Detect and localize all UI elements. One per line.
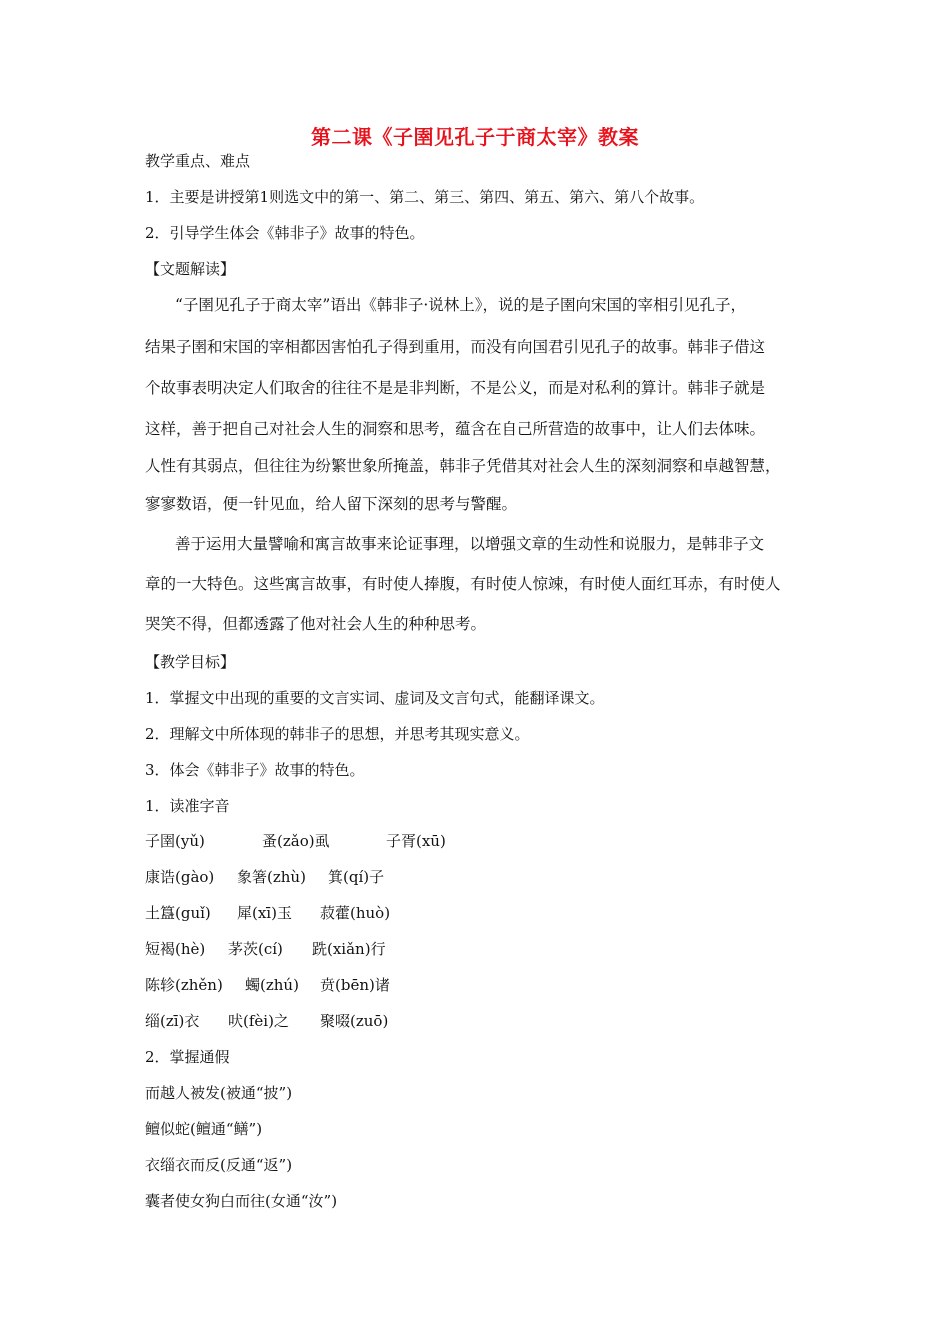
pronunciation-item: 蠋(zhú) — [245, 976, 299, 994]
pronunciation-heading: 1．读准字音 — [145, 797, 230, 815]
pronunciation-item: 蚤(zǎo)虱 — [262, 832, 330, 850]
pronunciation-item: 子胥(xū) — [386, 832, 446, 850]
pronunciation-item: 犀(xī)玉 — [237, 904, 292, 922]
paragraph-line: 哭笑不得，但都透露了他对社会人生的种种思考。 — [145, 615, 487, 633]
pronunciation-item: 聚啜(zuō) — [320, 1012, 389, 1030]
paragraph-line: 这样，善于把自己对社会人生的洞察和思考，蕴含在自己所营造的故事中，让人们去体味。 — [145, 420, 766, 438]
key-point-2: 2．引导学生体会《韩非子》故事的特色。 — [145, 224, 425, 242]
pronunciation-item: 贲(bēn)诸 — [320, 976, 390, 994]
key-points-heading: 教学重点、难点 — [145, 152, 251, 170]
key-point-1: 1．主要是讲授第1则选文中的第一、第二、第三、第四、第五、第六、第八个故事。 — [145, 188, 705, 206]
paragraph-line: 寥寥数语，便一针见血，给人留下深刻的思考与警醒。 — [145, 495, 518, 513]
interpretation-heading: 【文题解读】 — [145, 260, 236, 278]
document-title: 第二课《子圉见孔子于商太宰》教案 — [311, 125, 639, 149]
pronunciation-item: 陈轸(zhěn) — [145, 976, 223, 994]
pronunciation-item: 象箸(zhù) — [237, 868, 306, 886]
tongjia-item: 衣缁衣而反(反通“返”) — [145, 1156, 293, 1174]
tongjia-item: 而越人被发(被通“披”) — [145, 1084, 293, 1102]
pronunciation-item: 茅茨(cí) — [228, 940, 283, 958]
objective-3: 3．体会《韩非子》故事的特色。 — [145, 761, 365, 779]
paragraph-line: 人性有其弱点，但往往为纷繁世象所掩盖，韩非子凭借其对社会人生的深刻洞察和卓越智慧， — [145, 457, 781, 475]
paragraph-line: 章的一大特色。这些寓言故事，有时使人捧腹，有时使人惊竦，有时使人面红耳赤，有时使人 — [145, 575, 781, 593]
paragraph-line: 善于运用大量譬喻和寓言故事来论证事理，以增强文章的生动性和说服力，是韩非子文 — [175, 535, 765, 553]
pronunciation-item: 缁(zī)衣 — [145, 1012, 200, 1030]
pronunciation-item: 土簋(guǐ) — [145, 904, 211, 922]
pronunciation-item: 吠(fèi)之 — [228, 1012, 289, 1030]
paragraph-line: “子圉见孔子于商太宰”语出《韩非子·说林上》，说的是子圉向宋国的宰相引见孔子， — [175, 296, 747, 314]
pronunciation-item: 康诰(gào) — [145, 868, 215, 886]
tongjia-heading: 2．掌握通假 — [145, 1048, 230, 1066]
objectives-heading: 【教学目标】 — [145, 653, 236, 671]
tongjia-item: 鳣似蛇(鳣通“鳝”) — [145, 1120, 263, 1138]
paragraph-line: 结果子圉和宋国的宰相都因害怕孔子得到重用，而没有向国君引见孔子的故事。韩非子借这 — [145, 338, 766, 356]
objective-1: 1．掌握文中出现的重要的文言实词、虚词及文言句式，能翻译课文。 — [145, 689, 605, 707]
pronunciation-item: 短褐(hè) — [145, 940, 206, 958]
pronunciation-item: 跣(xiǎn)行 — [312, 940, 386, 958]
pronunciation-item: 菽藿(huò) — [320, 904, 391, 922]
pronunciation-item: 箕(qí)子 — [328, 868, 385, 886]
paragraph-line: 个故事表明决定人们取舍的往往不是是非判断，不是公义，而是对私利的算计。韩非子就是 — [145, 379, 766, 397]
objective-2: 2．理解文中所体现的韩非子的思想，并思考其现实意义。 — [145, 725, 530, 743]
pronunciation-item: 子圉(yǔ) — [145, 832, 205, 850]
tongjia-item: 囊者使女狗白而往(女通“汝”) — [145, 1192, 338, 1210]
